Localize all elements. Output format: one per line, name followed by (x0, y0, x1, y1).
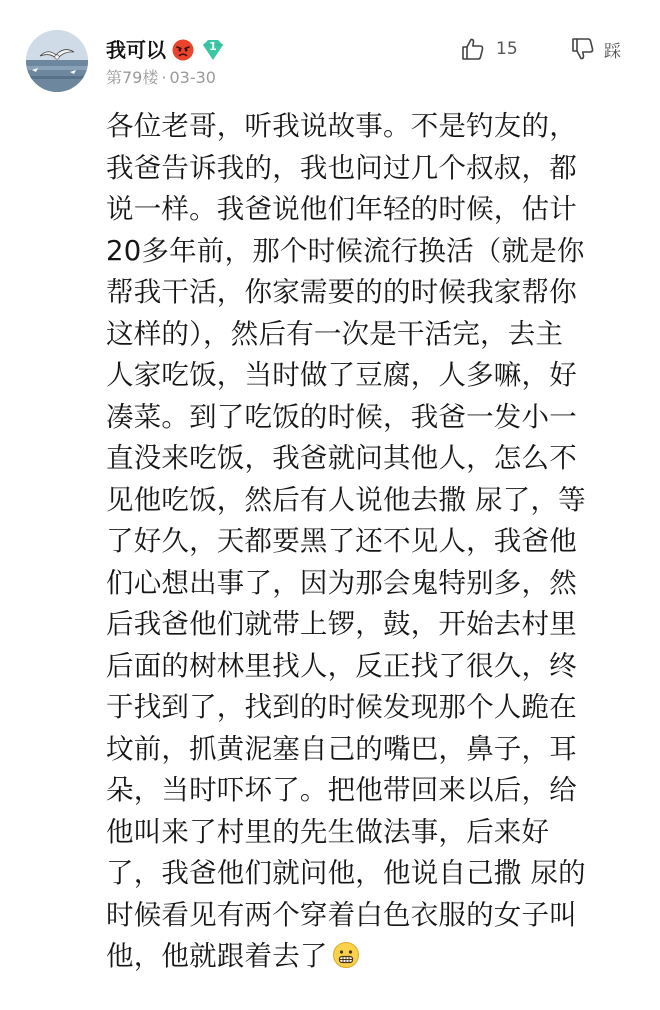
username[interactable]: 我可以 (106, 38, 166, 62)
post-text-last-segment: 他，他就跟着去了 (106, 940, 328, 972)
post-text-line: 后面的树林里找人，反正找了很久，终 (106, 649, 577, 682)
like-count: 15 (496, 39, 518, 59)
post-text-line: 时候看见有两个穿着白色衣服的女子叫 (106, 898, 577, 931)
post-text-line: 人家吃饭，当时做了豆腐，人多嘛，好 (106, 359, 577, 391)
post-text-line: 说一样。我爸说他们年轻的时候，估计 (106, 193, 577, 225)
seagull-avatar-image (26, 30, 88, 92)
angry-face-emoji-icon (172, 39, 194, 61)
floor-number: 第79楼 (106, 68, 159, 87)
post-text-line: 朵，当时吓坏了。把他带回来以后，给 (106, 774, 577, 806)
post-text-line: 于找到了，找到的时候发现那个人跪在 (106, 691, 577, 723)
post-text-line: 直没来吃饭，我爸就问其他人，怎么不 (106, 442, 577, 474)
post-date: 03-30 (169, 68, 216, 87)
grimacing-face-emoji-icon (332, 940, 360, 968)
post-body (106, 106, 638, 978)
post-text-line: 坟前，抓黄泥塞自己的嘴巴，鼻子，耳 (106, 732, 577, 765)
post-text-line: 这样的），然后有一次是干活完，去主 (106, 317, 564, 350)
post-text-line: 们心想出事了，因为那会鬼特别多，然 (106, 566, 577, 599)
post-header (0, 0, 660, 100)
post-text-line: 见他吃饭，然后有人说他去撒 尿了，等 (106, 483, 586, 516)
post-text-line: 凑菜。到了吃饭的时候，我爸一发小一 (106, 400, 577, 433)
like-button[interactable] (460, 34, 518, 64)
thumbs-down-icon (570, 36, 596, 62)
username-row (106, 36, 226, 64)
post-text-line: 了好久，天都要黑了还不见人，我爸他 (106, 525, 577, 557)
avatar[interactable] (26, 30, 88, 92)
post-meta (106, 68, 216, 88)
post-text-line: 20多年前，那个时候流行换活（就是你 (106, 234, 585, 267)
thumbs-up-icon (460, 36, 486, 62)
level-badge-icon (200, 37, 226, 63)
post-text-line: 帮我干活，你家需要的的时候我家帮你 (106, 276, 577, 308)
post-text-line-last (106, 936, 638, 978)
dislike-button[interactable] (570, 34, 621, 64)
post-text-line: 各位老哥，听我说故事。不是钓友的， (106, 110, 577, 142)
meta-separator: · (161, 68, 167, 87)
dislike-label: 踩 (604, 41, 621, 62)
post-text-line: 他叫来了村里的先生做法事，后来好 (106, 815, 550, 848)
post-text-line: 了，我爸他们就问他，他说自己撒 尿的 (106, 857, 586, 889)
post-text-line: 我爸告诉我的，我也问过几个叔叔，都 (106, 151, 577, 184)
post-text-line: 后我爸他们就带上锣，鼓，开始去村里 (106, 608, 577, 640)
level-number: 1 (209, 40, 217, 53)
